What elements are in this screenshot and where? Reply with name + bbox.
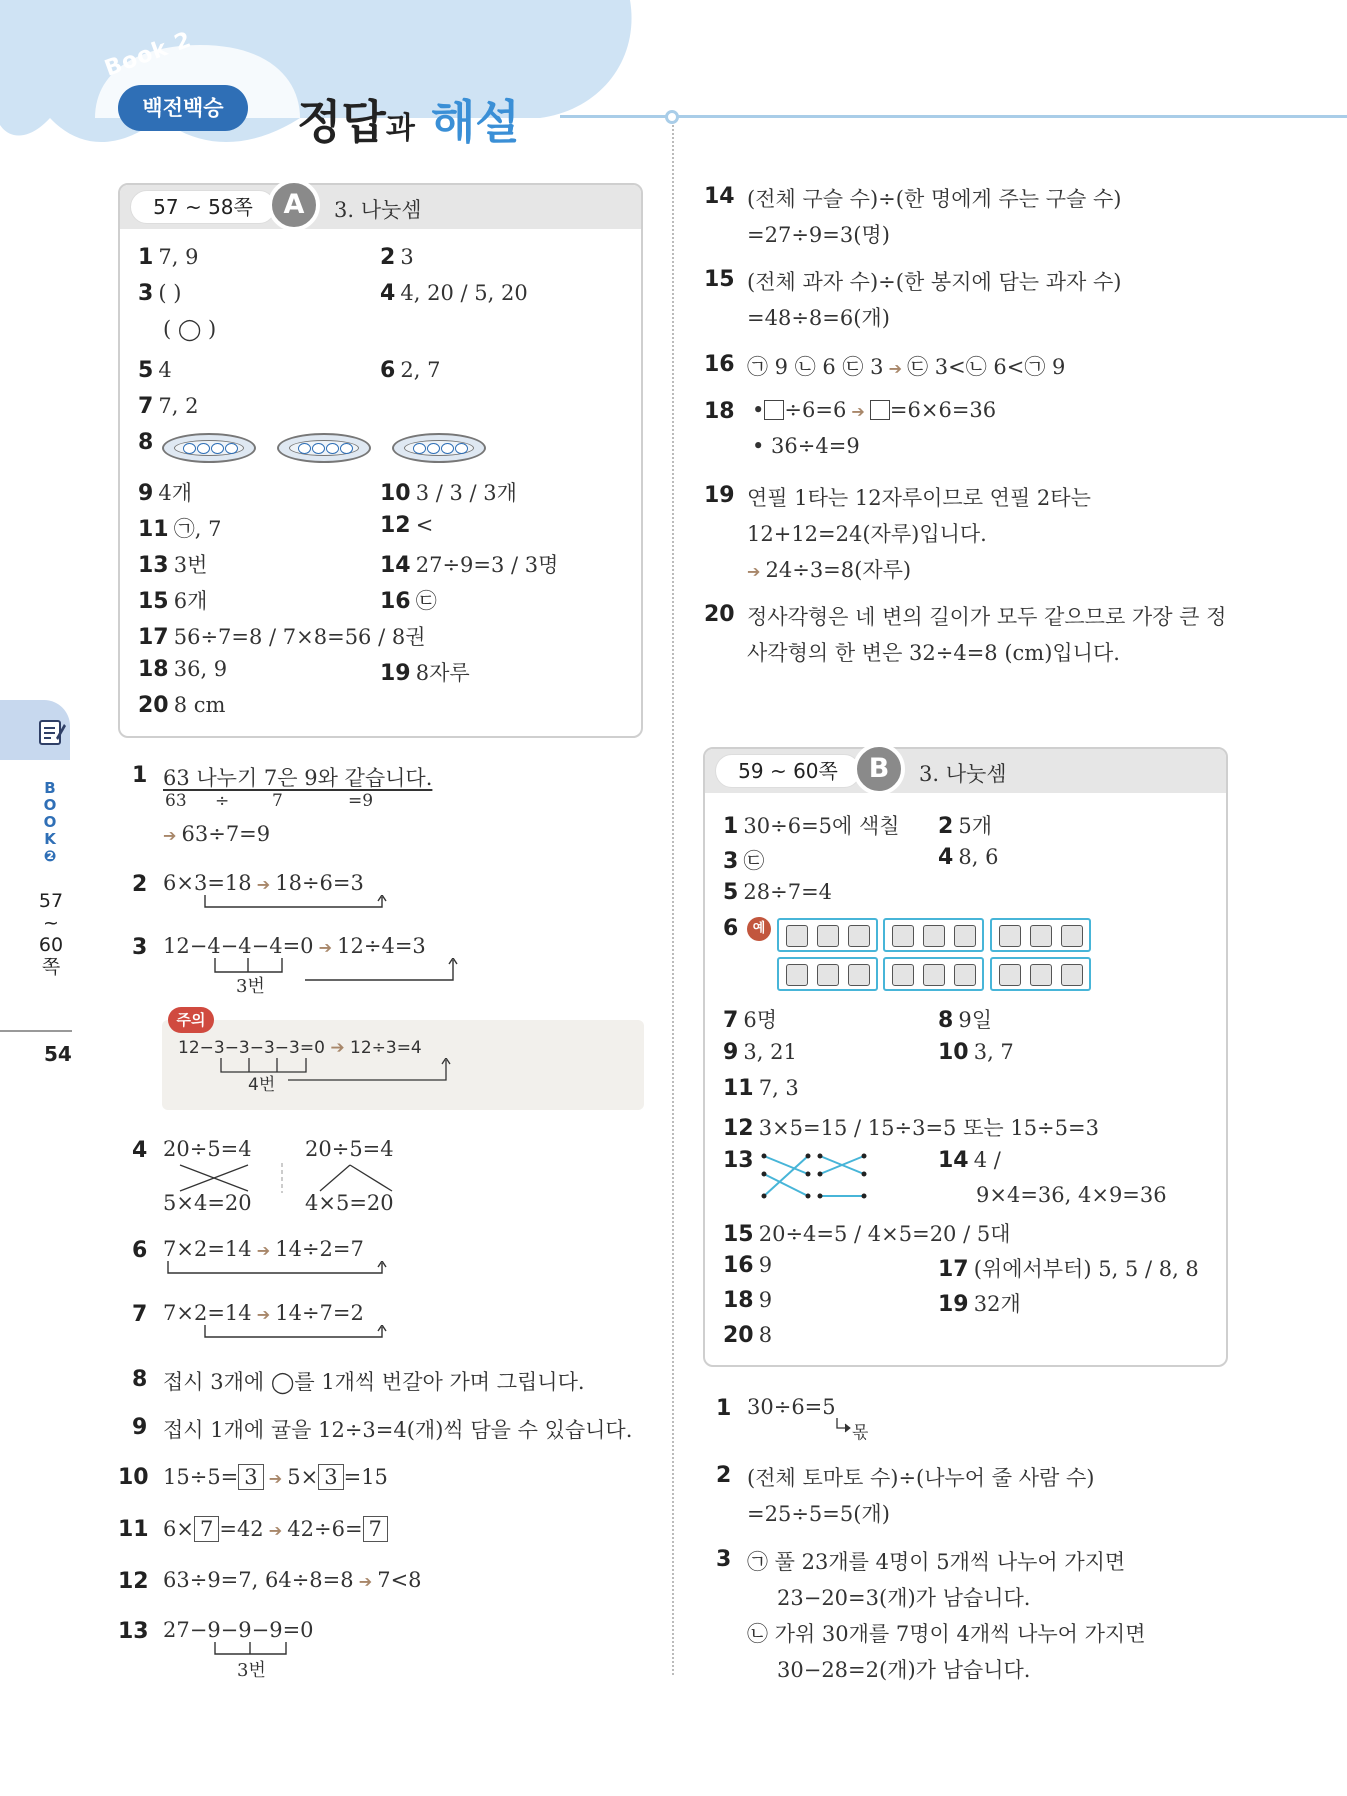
answer-a7: 7 7, 2 [138, 394, 199, 419]
notebook-icon [38, 718, 66, 753]
arrow-icon: ➔ [851, 402, 865, 421]
box-b-header [705, 749, 1226, 793]
caution-badge: 주의 [168, 1007, 214, 1033]
expl-4-number: 4 [132, 1138, 148, 1163]
answer-b4: 4 8, 6 [938, 845, 999, 870]
answer-b14: 14 4 / [938, 1148, 1001, 1173]
cake-group-1 [777, 918, 878, 952]
answer-b13: 13 [723, 1148, 754, 1173]
expl-13-count: 3번 [237, 1660, 266, 1681]
expl-9-number: 9 [132, 1415, 148, 1440]
expl-4-right-bottom: 4×5=20 [305, 1191, 394, 1215]
arrow-icon: ➔ [358, 1572, 373, 1591]
expl-1-under-3: 7 [272, 791, 283, 811]
expl-2-number: 2 [132, 872, 148, 897]
expl-b3-line-1: ㉠ 풀 23개를 4명이 5개씩 나누어 가지면 [747, 1550, 1126, 1574]
answer-a12: 12 < [380, 513, 434, 538]
answer-a11: 11 ㉠, 7 [138, 517, 222, 542]
expl-19-line-1: 연필 1타는 12자루이므로 연필 2타는 [747, 486, 1091, 510]
answer-a4: 4 4, 20 / 5, 20 [380, 281, 528, 306]
expl-1-result: ➔ 63÷7=9 [163, 822, 271, 846]
answer-a3-second: ( ◯ ) [163, 317, 217, 341]
plate-1 [162, 433, 256, 463]
expl-10-number: 10 [118, 1465, 149, 1490]
expl-18-number: 18 [704, 399, 735, 424]
expl-1-number: 1 [132, 763, 148, 788]
answer-b3: 3 ㉢ [723, 849, 765, 874]
answer-b19: 19 32개 [938, 1292, 1021, 1317]
answer-b17: 17 (위에서부터) 5, 5 / 8, 8 [938, 1257, 1199, 1282]
arrow-icon: ➔ [268, 1469, 283, 1488]
expl-4-left-top: 20÷5=4 [163, 1137, 252, 1161]
page-title: 정답과 해설 [297, 95, 520, 149]
arrow-icon: ➔ [318, 938, 333, 957]
expl-20-number: 20 [704, 602, 735, 627]
answer-b2: 2 5개 [938, 814, 993, 839]
arrow-icon: ➔ [256, 875, 271, 894]
expl-4-matching-lines [160, 1163, 410, 1193]
expl-19-line-2: 12+12=24(자루)입니다. [747, 522, 987, 546]
expl-1-under-1: 63 [165, 791, 187, 811]
answer-a14: 14 27÷9=3 / 3명 [380, 553, 559, 578]
answer-b12: 12 3×5=15 / 15÷3=5 또는 15÷5=3 [723, 1116, 1099, 1141]
cake-group-4 [777, 957, 878, 991]
expl-19-line-3: ➔ 24÷3=8(자루) [747, 558, 912, 582]
expl-3-line: 12−4−4−4=0 ➔ 12÷4=3 [163, 934, 426, 958]
side-rule [0, 1030, 72, 1032]
expl-12-number: 12 [118, 1569, 149, 1594]
arrow-icon: ➔ [747, 562, 761, 581]
expl-20-line-1: 정사각형은 네 변의 길이가 모두 같으므로 가장 큰 정 [747, 605, 1227, 629]
column-divider [672, 125, 674, 1675]
answer-b20: 20 8 [723, 1323, 773, 1348]
box-b-page-range: 59 ~ 60쪽 [715, 754, 861, 788]
answer-b10: 10 3, 7 [938, 1040, 1014, 1065]
expl-b1-note: 몫 [852, 1423, 869, 1443]
expl-6-number: 6 [132, 1238, 148, 1263]
answer-b13-matching-diagram [760, 1152, 870, 1202]
answer-b7: 7 6명 [723, 1008, 778, 1033]
expl-1-under-4: =9 [348, 791, 374, 811]
expl-14-number: 14 [704, 184, 735, 209]
answer-b1: 1 30÷6=5에 색칠 [723, 814, 900, 839]
arrow-icon: ➔ [256, 1305, 271, 1324]
answer-a20: 20 8 cm [138, 693, 226, 718]
plate-2 [277, 433, 371, 463]
expl-b2-line-1: (전체 토마토 수)÷(나누어 줄 사람 수) [747, 1466, 1095, 1490]
expl-13-line: 27−9−9−9=0 [163, 1618, 314, 1642]
expl-b3-number: 3 [716, 1547, 732, 1572]
answer-a2: 2 3 [380, 245, 414, 270]
answer-a9: 9 4개 [138, 481, 193, 506]
answer-a13: 13 3번 [138, 553, 208, 578]
expl-14-line-2: =27÷9=3(명) [747, 223, 890, 247]
header-rule-dot [665, 110, 679, 124]
box-a-header [120, 185, 641, 229]
book-label: Book 2 [101, 27, 196, 82]
expl-2-bracket [195, 895, 395, 915]
answer-a8: 8 [138, 430, 154, 455]
expl-3-number: 3 [132, 935, 148, 960]
answer-a3: 3 ( ) [138, 281, 182, 306]
page-number: 54 [44, 1042, 72, 1066]
expl-11-line: 6× 7 =42 ➔ 42÷6= 7 [163, 1516, 388, 1542]
expl-15-line-2: =48÷8=6(개) [747, 306, 890, 330]
expl-7-number: 7 [132, 1302, 148, 1327]
grade-b-badge: B [853, 743, 905, 795]
cake-group-5 [883, 957, 984, 991]
box-a-unit: 3. 나눗셈 [334, 198, 422, 222]
expl-15-line-1: (전체 과자 수)÷(한 봉지에 담는 과자 수) [747, 270, 1122, 294]
expl-12-line: 63÷9=7, 64÷8=8 ➔ 7<8 [163, 1568, 422, 1592]
answer-b11: 11 7, 3 [723, 1076, 799, 1101]
answer-a5: 5 4 [138, 358, 172, 383]
expl-b2-line-2: =25÷5=5(개) [747, 1502, 890, 1526]
expl-13-number: 13 [118, 1619, 149, 1644]
answer-a15: 15 6개 [138, 589, 208, 614]
expl-16-line: ㉠ 9 ㉡ 6 ㉢ 3 ➔ ㉢ 3<㉡ 6<㉠ 9 [747, 355, 1066, 379]
grade-a-badge: A [268, 179, 320, 231]
expl-10-line: 15÷5= 3 ➔ 5× 3 =15 [163, 1465, 388, 1489]
answer-a18: 18 36, 9 [138, 657, 228, 682]
expl-b1-number: 1 [716, 1396, 732, 1421]
answer-a1: 1 7, 9 [138, 245, 199, 270]
expl-6-bracket [160, 1261, 400, 1281]
caution-count: 4번 [248, 1075, 276, 1095]
expl-b1-line: 30÷6=5 [747, 1395, 836, 1419]
expl-b2-number: 2 [716, 1463, 732, 1488]
answer-b8: 8 9일 [938, 1008, 993, 1033]
expl-18-line-1: • ÷6=6 ➔ =6×6=36 [752, 398, 997, 422]
expl-1-sentence: 63 나누기 7은 9와 같습니다. [163, 766, 433, 790]
answer-a10: 10 3 / 3 / 3개 [380, 481, 517, 506]
expl-4-left-bottom: 5×4=20 [163, 1191, 252, 1215]
plate-3 [392, 433, 486, 463]
expl-7-line: 7×2=14 ➔ 14÷7=2 [163, 1301, 364, 1325]
answer-a6: 6 2, 7 [380, 358, 441, 383]
caution-line: 12−3−3−3−3=0 ➔ 12÷3=4 [178, 1038, 422, 1058]
expl-19-number: 19 [704, 483, 735, 508]
arrow-icon: ➔ [256, 1241, 271, 1260]
side-book-label: B O O K ❷ [43, 779, 57, 865]
arrow-icon: ➔ [888, 359, 902, 378]
series-badge: 백전백승 [118, 85, 248, 131]
box-b-unit: 3. 나눗셈 [919, 762, 1007, 786]
expl-b3-line-4: 30−28=2(개)가 남습니다. [777, 1658, 1031, 1682]
expl-1-under-2: ÷ [215, 791, 230, 811]
expl-7-bracket [195, 1325, 395, 1345]
arrow-icon: ➔ [268, 1521, 283, 1540]
arrow-icon: ➔ [330, 1038, 345, 1058]
expl-20-line-2: 사각형의 한 변은 32÷4=8 (cm)입니다. [747, 641, 1120, 665]
blank-square [870, 400, 890, 420]
arrow-icon: ➔ [163, 826, 177, 845]
expl-6-line: 7×2=14 ➔ 14÷2=7 [163, 1237, 364, 1261]
answer-a19: 19 8자루 [380, 661, 470, 686]
answer-b18: 18 9 [723, 1288, 773, 1313]
expl-8-text: 접시 3개에 ◯를 1개씩 번갈아 가며 그립니다. [163, 1370, 585, 1394]
answer-b5: 5 28÷7=4 [723, 880, 833, 905]
expl-4-right-top: 20÷5=4 [305, 1137, 394, 1161]
expl-18-line-2: • 36÷4=9 [752, 434, 860, 458]
cake-group-2 [883, 918, 984, 952]
expl-14-line-1: (전체 구슬 수)÷(한 명에게 주는 구슬 수) [747, 187, 1122, 211]
answer-b14-second: 9×4=36, 4×9=36 [976, 1183, 1167, 1207]
expl-15-number: 15 [704, 267, 735, 292]
cake-group-3 [990, 918, 1091, 952]
answer-b6: 6 [723, 916, 739, 941]
answer-a17: 17 56÷7=8 / 7×8=56 / 8권 [138, 625, 426, 650]
answer-a16: 16 ㉢ [380, 589, 437, 614]
answer-b15: 15 20÷4=5 / 4×5=20 / 5대 [723, 1222, 1011, 1247]
expl-8-number: 8 [132, 1367, 148, 1392]
blank-square [764, 400, 784, 420]
box-a-page-range: 57 ~ 58쪽 [130, 190, 276, 224]
expl-11-number: 11 [118, 1517, 149, 1542]
expl-b3-line-2: 23−20=3(개)가 남습니다. [777, 1586, 1031, 1610]
expl-3-count: 3번 [236, 976, 265, 997]
side-page-range: 57 ~ 60 쪽 [38, 890, 64, 978]
answer-b9: 9 3, 21 [723, 1040, 797, 1065]
expl-16-number: 16 [704, 352, 735, 377]
expl-b3-line-3: ㉡ 가위 30개를 7명이 4개씩 나누어 가지면 [747, 1622, 1146, 1646]
expl-9-text: 접시 1개에 귤을 12÷3=4(개)씩 담을 수 있습니다. [163, 1418, 633, 1442]
cake-group-6 [990, 957, 1091, 991]
expl-2-line: 6×3=18 ➔ 18÷6=3 [163, 871, 364, 895]
example-badge: 예 [747, 917, 771, 941]
answer-b16: 16 9 [723, 1253, 773, 1278]
